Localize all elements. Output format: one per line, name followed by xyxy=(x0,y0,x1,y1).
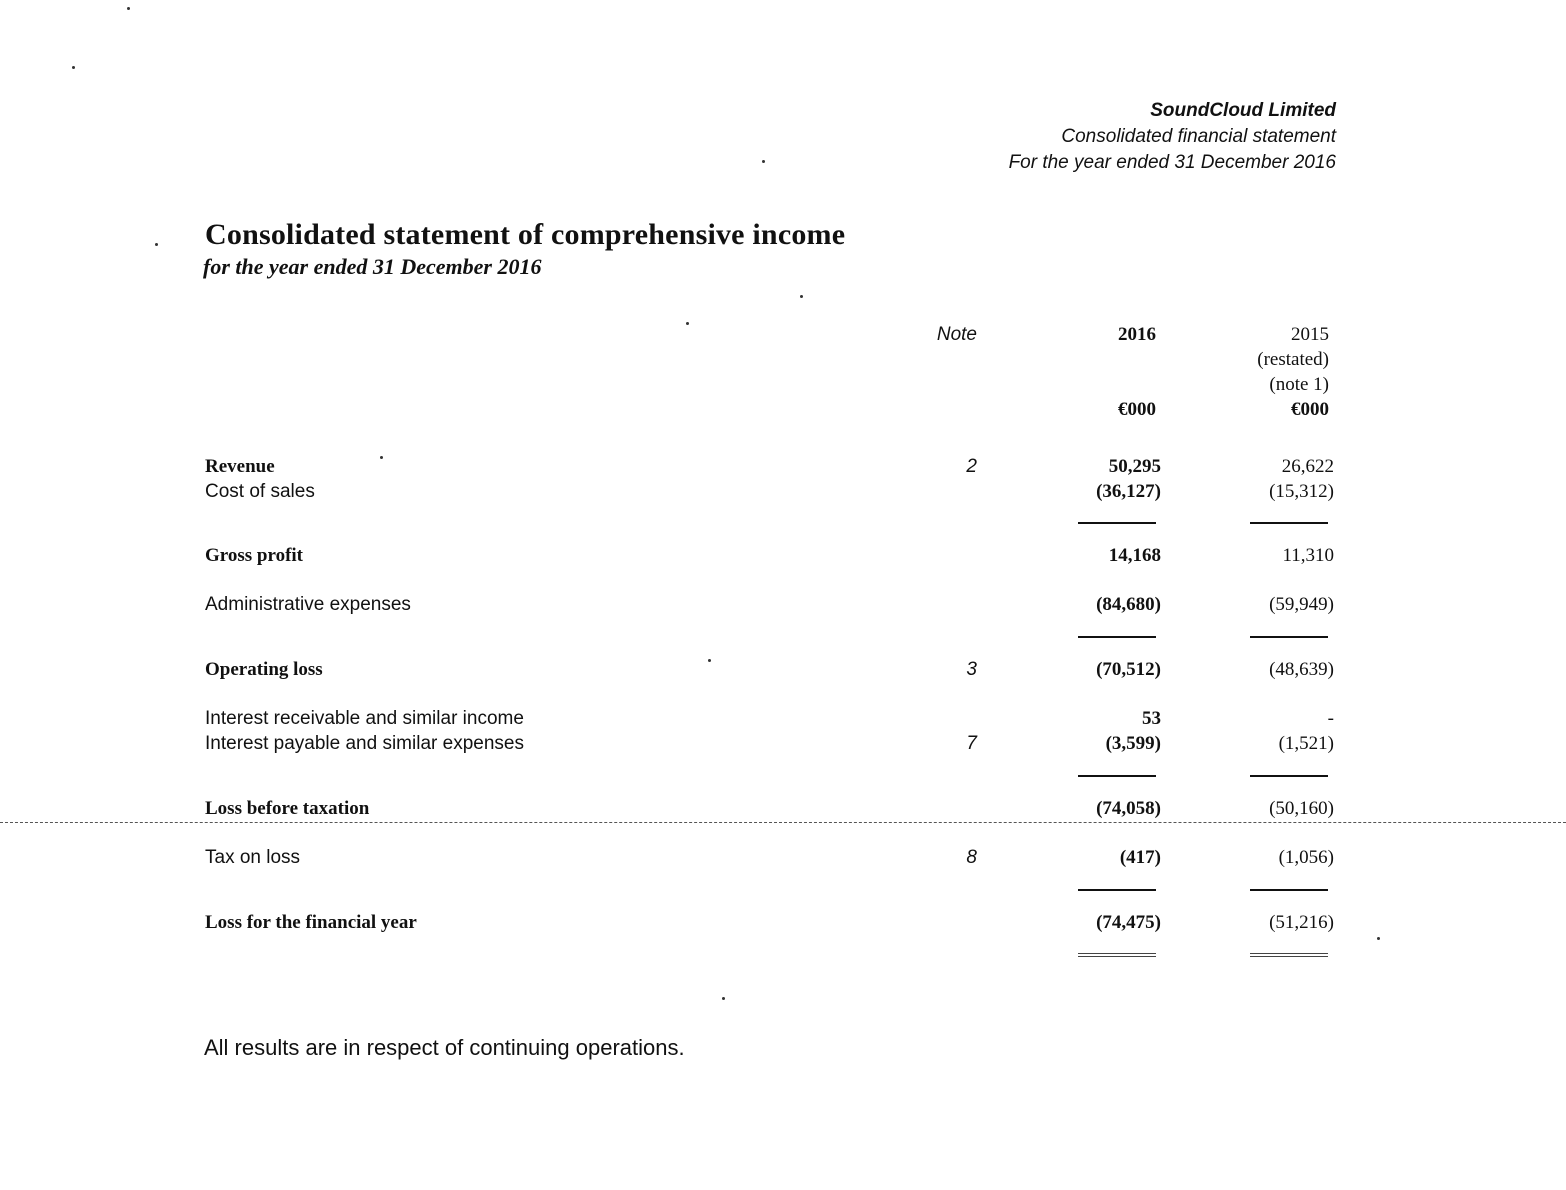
table-row-revenue xyxy=(0,454,1566,480)
table-row-interest-payable xyxy=(0,731,1566,757)
row-value-2015: (51,216) xyxy=(1269,912,1334,933)
statement-subtitle: for the year ended 31 December 2016 xyxy=(203,254,542,279)
scan-speck xyxy=(762,160,765,163)
row-value-2016: (3,599) xyxy=(1105,733,1161,754)
row-value-2015: 11,310 xyxy=(1282,545,1334,566)
current-year-unit: €000 xyxy=(1118,399,1156,420)
scan-speck xyxy=(127,7,130,10)
table-row-cost-of-sales xyxy=(0,479,1566,505)
row-label: Loss before taxation xyxy=(205,798,370,819)
row-label: Tax on loss xyxy=(205,847,301,868)
statement-title: Consolidated statement of comprehensive income xyxy=(205,218,846,251)
row-label: Administrative expenses xyxy=(205,594,411,615)
row-value-2016: 50,295 xyxy=(1108,456,1161,477)
statement-type: Consolidated financial statement xyxy=(1061,126,1336,147)
scan-speck xyxy=(800,295,803,298)
table-row-interest-receivable xyxy=(0,706,1566,732)
scan-speck xyxy=(708,659,711,662)
subtotal-rule-2016 xyxy=(1078,636,1156,638)
row-value-2016: (84,680) xyxy=(1096,594,1161,615)
row-value-2016: (36,127) xyxy=(1096,481,1161,502)
table-row-operating-loss xyxy=(0,657,1566,683)
reporting-period: For the year ended 31 December 2016 xyxy=(1008,152,1336,173)
prior-year-label: 2015 xyxy=(1291,324,1329,345)
row-value-2015: (1,056) xyxy=(1278,847,1334,868)
company-name: SoundCloud Limited xyxy=(1150,100,1336,121)
row-value-2016: (74,475) xyxy=(1096,912,1161,933)
scan-speck xyxy=(686,322,689,325)
prior-year-unit: €000 xyxy=(1291,399,1329,420)
column-header-2015 xyxy=(1257,322,1329,422)
row-value-2016: (70,512) xyxy=(1096,659,1161,680)
scan-speck xyxy=(155,243,158,246)
row-value-2015: - xyxy=(1327,708,1334,729)
row-label: Interest payable and similar expenses xyxy=(205,733,524,754)
subtotal-rule-2015 xyxy=(1250,522,1328,524)
subtotal-rule-2015 xyxy=(1250,775,1328,777)
row-note: 3 xyxy=(966,659,977,680)
subtotal-rule-2016 xyxy=(1078,889,1156,891)
row-value-2016: 53 xyxy=(1142,708,1161,729)
table-row-loss-for-year xyxy=(0,910,1566,936)
subtotal-rule-2015 xyxy=(1250,636,1328,638)
row-value-2015: (15,312) xyxy=(1269,481,1334,502)
row-label: Interest receivable and similar income xyxy=(205,708,524,729)
row-value-2015: (59,949) xyxy=(1269,594,1334,615)
row-label: Loss for the financial year xyxy=(205,912,417,933)
row-label: Operating loss xyxy=(205,659,323,680)
total-double-rule-2015 xyxy=(1250,953,1328,957)
row-value-2016: (417) xyxy=(1119,847,1161,868)
scan-dashed-line xyxy=(0,822,1566,823)
prior-year-note-ref: (note 1) xyxy=(1269,374,1329,395)
table-row-loss-before-taxation xyxy=(0,796,1566,822)
row-note: 2 xyxy=(966,456,977,477)
row-label: Cost of sales xyxy=(205,481,315,502)
subtotal-rule-2015 xyxy=(1250,889,1328,891)
row-value-2016: 14,168 xyxy=(1108,545,1161,566)
table-row-gross-profit xyxy=(0,543,1566,569)
table-row-administrative-expenses xyxy=(0,592,1566,618)
footer-note: All results are in respect of continuing operations. xyxy=(204,1035,685,1060)
row-value-2015: (50,160) xyxy=(1269,798,1334,819)
row-value-2015: (48,639) xyxy=(1269,659,1334,680)
subtotal-rule-2016 xyxy=(1078,522,1156,524)
row-note: 7 xyxy=(966,733,977,754)
row-note: 8 xyxy=(966,847,977,868)
table-row-tax-on-loss xyxy=(0,845,1566,871)
document-header xyxy=(1009,98,1336,176)
note-column-header: Note xyxy=(936,324,977,345)
scan-speck xyxy=(72,66,75,69)
scan-speck xyxy=(1377,937,1380,940)
subtotal-rule-2016 xyxy=(1078,775,1156,777)
scan-speck xyxy=(380,456,383,459)
current-year-label: 2016 xyxy=(1118,324,1156,345)
row-label: Revenue xyxy=(205,456,275,477)
column-header-2016 xyxy=(1118,322,1156,422)
row-value-2016: (74,058) xyxy=(1096,798,1161,819)
row-value-2015: 26,622 xyxy=(1281,456,1334,477)
prior-year-restated: (restated) xyxy=(1257,349,1329,370)
total-double-rule-2016 xyxy=(1078,953,1156,957)
scan-speck xyxy=(722,997,725,1000)
row-value-2015: (1,521) xyxy=(1278,733,1334,754)
row-label: Gross profit xyxy=(205,545,303,566)
